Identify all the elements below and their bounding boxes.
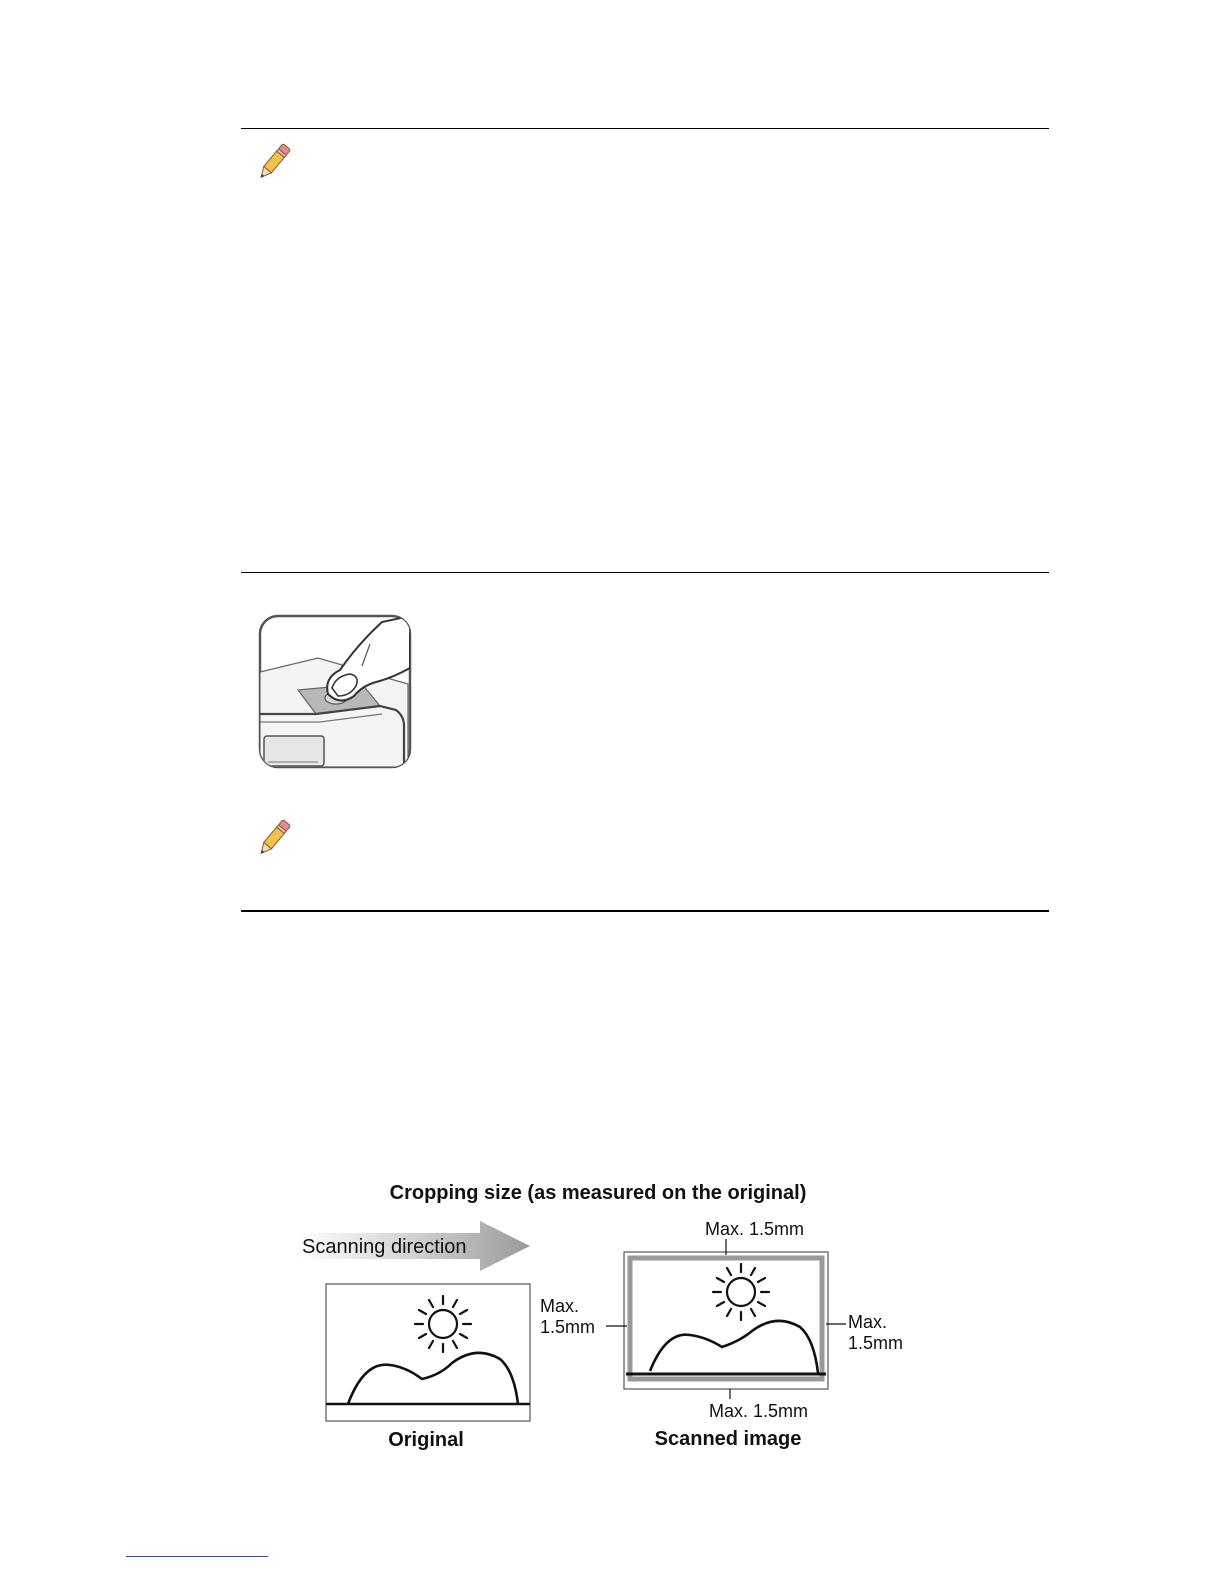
pencil-icon [254,140,294,184]
section-divider-top [241,128,1049,129]
diagram-title: Cropping size (as measured on the original) [389,1182,807,1204]
section-divider-middle [241,572,1049,573]
max-right-label-line1: Max. [848,1312,888,1332]
pencil-icon [254,816,294,860]
max-top-label: Max. 1.5mm [705,1219,805,1239]
max-right-label-line2: 1.5mm [848,1333,904,1353]
scanned-image [624,1252,828,1389]
scanned-caption: Scanned image [654,1428,802,1450]
max-left-label-line1: Max. [540,1296,580,1316]
section-divider-bottom [241,910,1049,912]
original-image [326,1284,530,1421]
footer-link-underline[interactable] [126,1556,268,1557]
max-left-label-line2: 1.5mm [540,1317,596,1337]
original-caption: Original [388,1429,464,1451]
scan-button-press-image [258,614,412,769]
cropping-size-diagram [290,1175,930,1465]
max-bottom-label: Max. 1.5mm [709,1401,809,1421]
scanning-direction-label: Scanning direction [302,1236,467,1258]
